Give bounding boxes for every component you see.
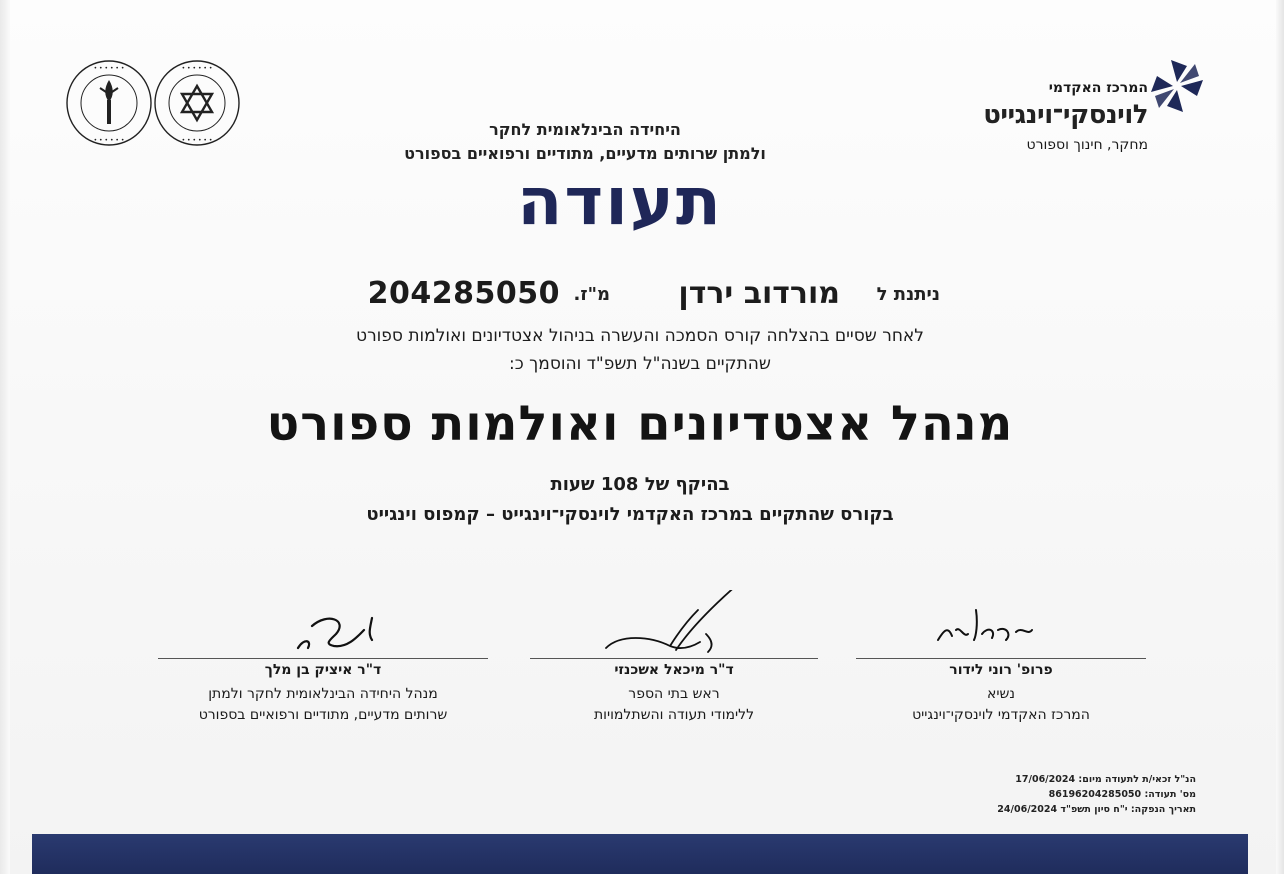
logo-line-tagline: מחקר, חינוך וספורט <box>1026 137 1148 153</box>
eligibility-date: הנ"ל זכאי/ת לתעודה מיום: 17/06/2024 <box>1015 774 1196 785</box>
signer-role-line-1: מנהל היחידה הבינלאומית לחקר ולמתן <box>208 686 438 702</box>
recipient-row <box>340 276 940 316</box>
signer-role <box>158 684 488 726</box>
page-edge-right <box>1276 0 1284 874</box>
handwritten-signature-president <box>856 590 1146 658</box>
institution-seals <box>64 58 244 158</box>
course-name: מנהל אצטדיונים ואולמות ספורט <box>266 396 1014 452</box>
handwritten-signature-schools-head <box>530 590 818 658</box>
completion-line-1: לאחר שסיים בהצלחה קורס הסמכה והעשרה בניהול אצטדיונים ואולמות ספורט <box>356 326 924 346</box>
recipient-name: מורדוב ירדן <box>678 276 840 311</box>
svg-text:• • • • • •: • • • • • • <box>93 137 125 144</box>
signer-role-line-1: ראש בתי הספר <box>628 686 720 702</box>
page-edge-left <box>0 0 10 874</box>
recipient-id-number: 204285050 <box>367 276 560 311</box>
signer-name: ד"ר מיכאל אשכנזי <box>614 662 734 678</box>
signer-name: ד"ר איציק בן מלך <box>264 662 382 678</box>
certificate-metadata <box>940 772 1196 817</box>
signer-role-line-2: ללימודי תעודה והשתלמויות <box>593 707 755 723</box>
signer-role-line-2: המרכז האקדמי לוינסקי־וינגייט <box>912 707 1090 723</box>
certificate-title: תעודה <box>517 163 723 240</box>
levinsky-wingate-logo-icon <box>1146 55 1208 117</box>
signer-role <box>856 684 1146 726</box>
id-label: מ"ז. <box>573 284 610 305</box>
signature-block-unit-director <box>158 590 488 740</box>
logo-line-institution-name: לוינסקי־וינגייט <box>983 100 1148 130</box>
course-hours: בהיקף של 108 שעות <box>550 474 730 495</box>
signature-line <box>158 658 488 659</box>
unit-line-1: היחידה הבינלאומית לחקר <box>489 120 681 139</box>
handwritten-signature-unit-director <box>158 590 488 658</box>
signature-block-schools-head <box>530 590 818 740</box>
signature-line <box>856 658 1146 659</box>
logo-line-academic-center: המרכז האקדמי <box>1048 80 1148 96</box>
svg-text:• • • • • •: • • • • • • <box>181 65 213 72</box>
completion-line-2: שהתקיים בשנה"ל תשפ"ד והוסמך כ: <box>509 354 771 374</box>
signer-name: פרופ' רוני לידור <box>949 662 1053 678</box>
signer-role-line-1: נשיא <box>986 686 1015 702</box>
wingate-college-seal-icon <box>64 58 154 148</box>
signature-block-president <box>856 590 1146 740</box>
issue-date: תאריך הנפקה: י"ח סיון תשפ"ד 24/06/2024 <box>997 804 1196 815</box>
svg-text:• • • • • •: • • • • • • <box>181 137 213 144</box>
bottom-color-band <box>32 834 1248 874</box>
course-location: בקורס שהתקיים במרכז האקדמי לוינסקי־וינגייט – קמפוס וינגייט <box>366 504 894 525</box>
signature-line <box>530 658 818 659</box>
given-to-label: ניתנת ל <box>876 284 940 305</box>
unit-line-2: ולמתן שרותים מדעיים, מתודיים ורפואיים בספורט <box>404 144 766 163</box>
certificate-number: מס' תעודה: 86196204285050 <box>1048 789 1196 800</box>
academic-center-logo <box>968 55 1208 165</box>
signer-role <box>530 684 818 726</box>
signer-role-line-2: שרותים מדעיים, מתודיים ורפואיים בספורט <box>198 707 448 723</box>
levinsky-college-seal-icon <box>152 58 242 148</box>
issuing-unit-header <box>330 118 840 166</box>
svg-text:• • • • • •: • • • • • • <box>93 65 125 72</box>
completion-statement <box>250 322 1030 378</box>
